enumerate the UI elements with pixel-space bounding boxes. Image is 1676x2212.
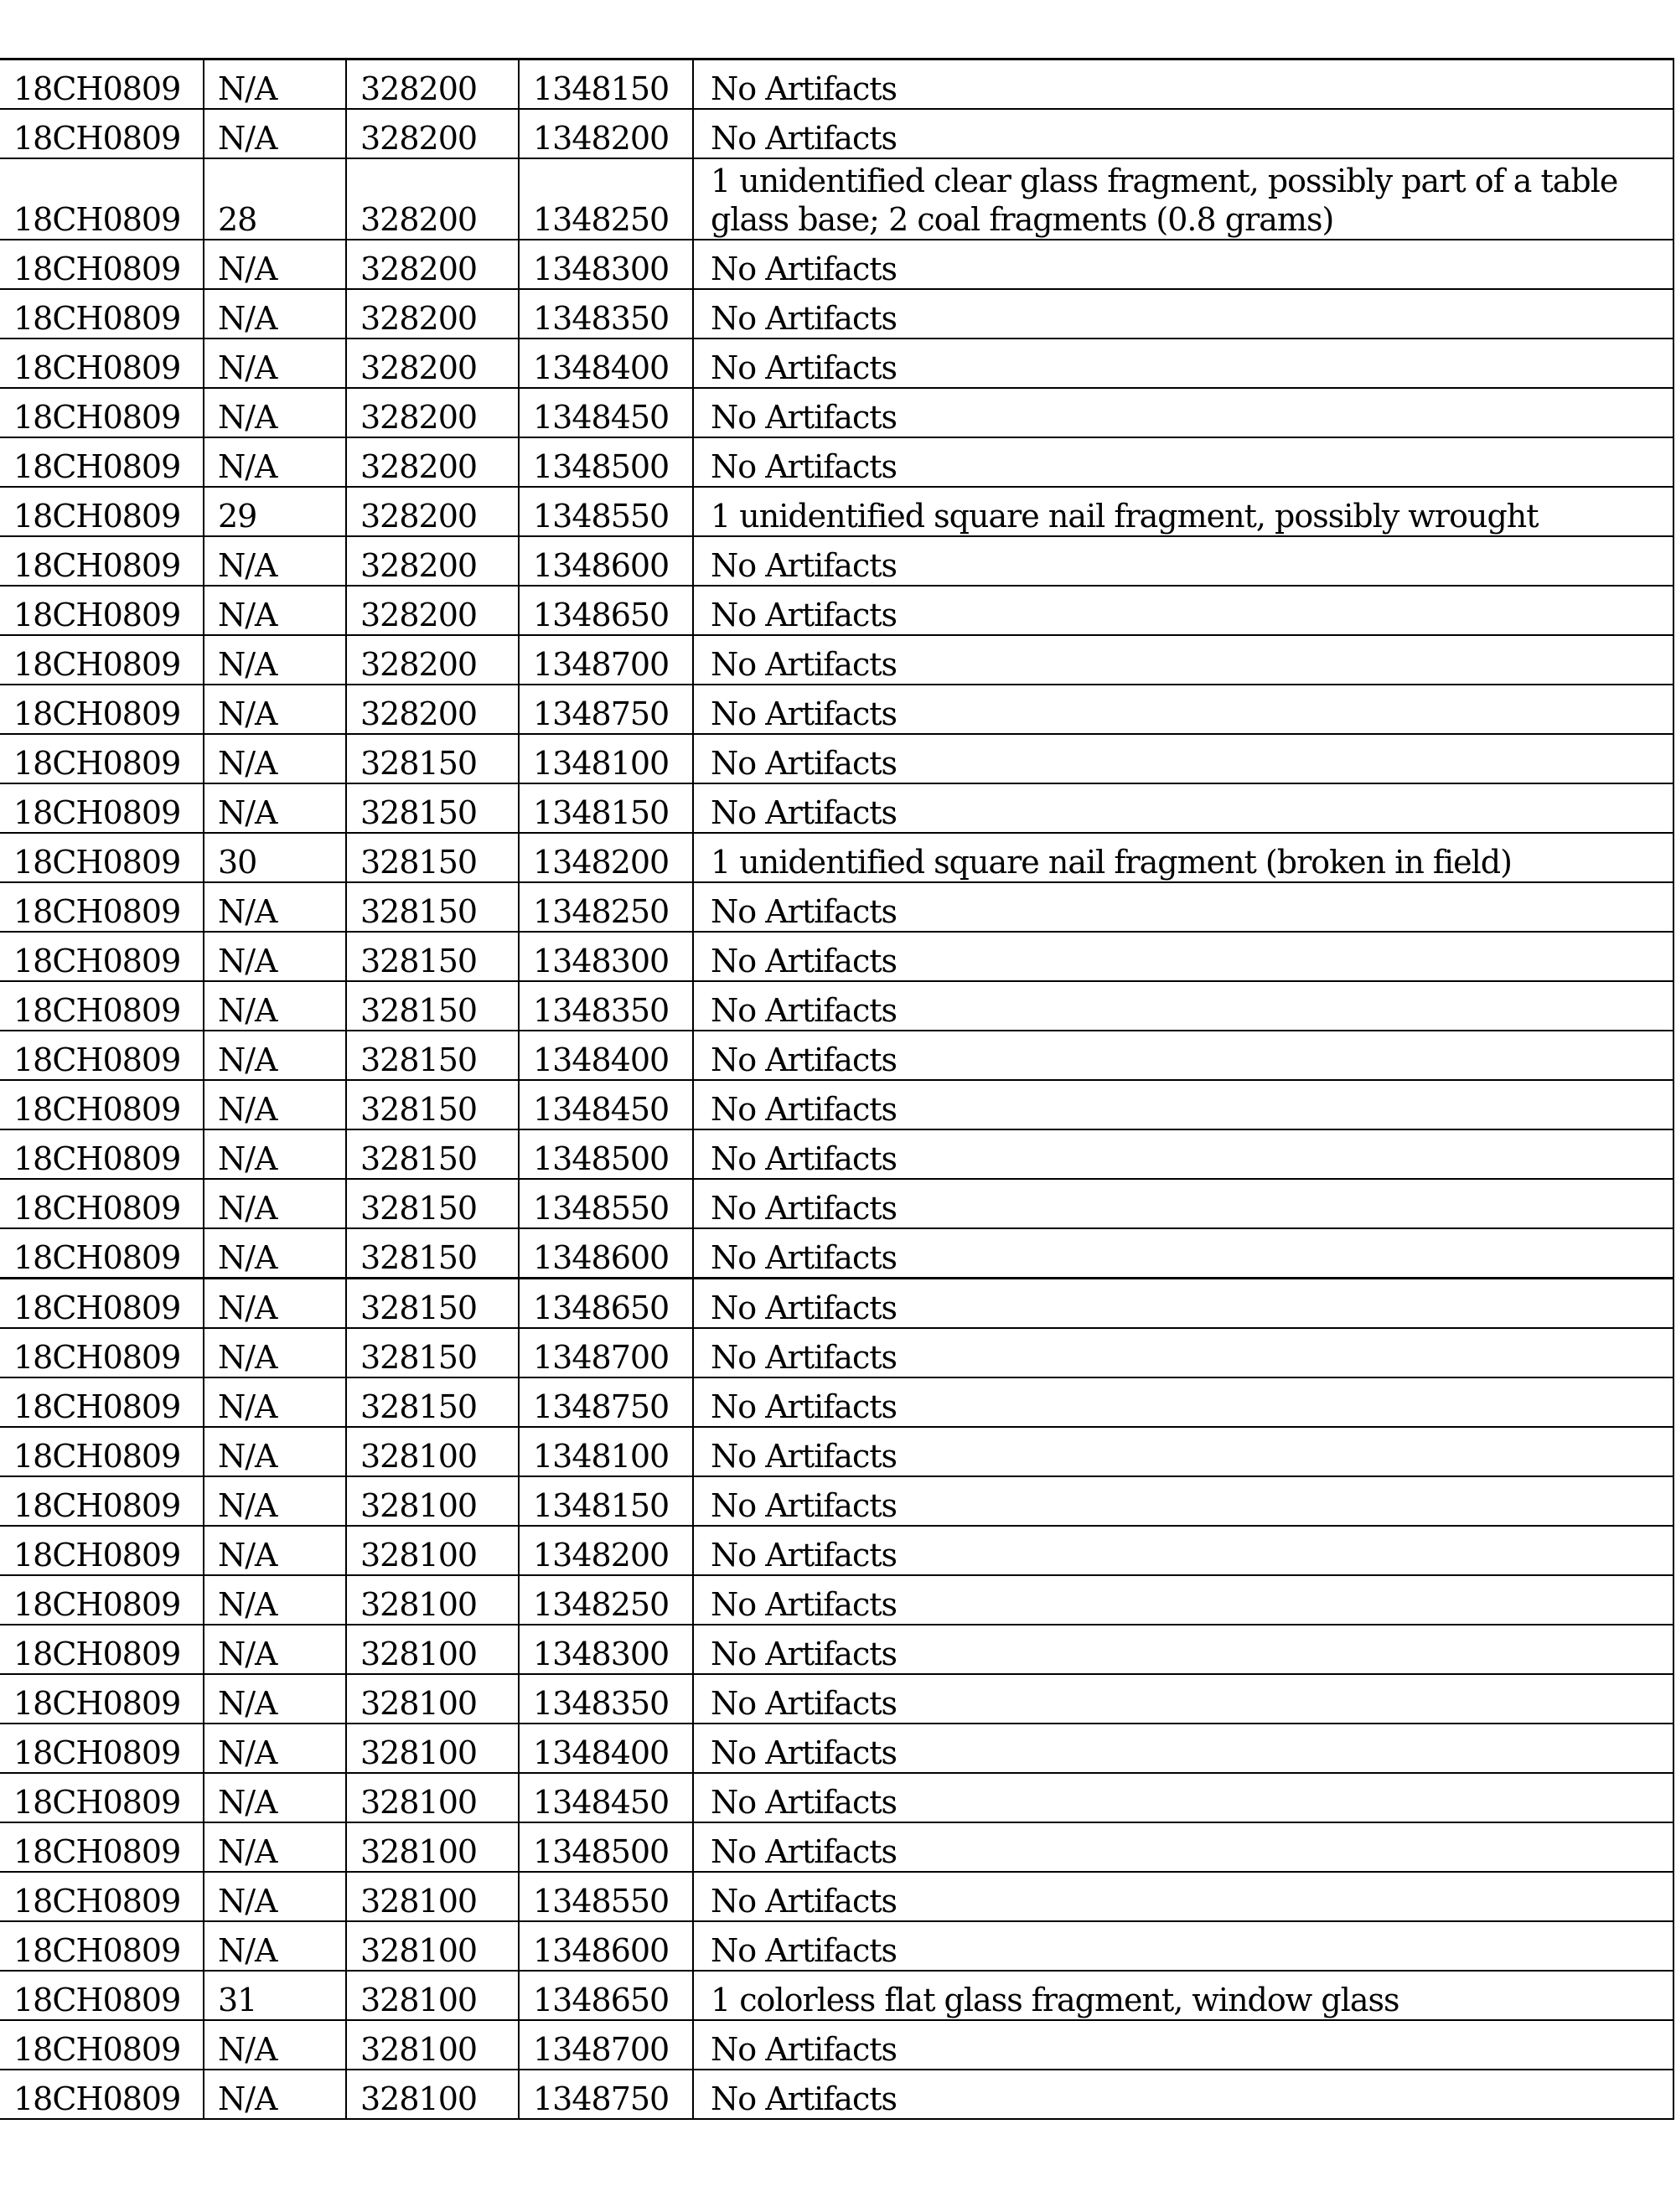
northing-cell: 1348600 (519, 1228, 693, 1279)
artifacts-cell: No Artifacts (693, 1129, 1673, 1179)
catalog-number-cell: N/A (204, 1872, 346, 1921)
table-row (0, 635, 1673, 685)
catalog-number-cell: N/A (204, 437, 346, 487)
artifacts-cell: No Artifacts (693, 1773, 1673, 1822)
table-row (0, 1228, 1673, 1279)
table-row (0, 109, 1673, 158)
easting-cell: 328150 (346, 1228, 519, 1279)
site-number-cell: 18CH0809 (0, 1129, 204, 1179)
table-row (0, 1328, 1673, 1377)
northing-cell: 1348350 (519, 1674, 693, 1724)
artifacts-cell: No Artifacts (693, 1228, 1673, 1279)
artifacts-cell: No Artifacts (693, 536, 1673, 586)
northing-cell: 1348400 (519, 1031, 693, 1080)
northing-cell: 1348100 (519, 734, 693, 783)
site-number-cell: 18CH0809 (0, 1526, 204, 1575)
site-number-cell: 18CH0809 (0, 1328, 204, 1377)
easting-cell: 328100 (346, 1724, 519, 1773)
northing-cell: 1348300 (519, 932, 693, 981)
site-number-cell: 18CH0809 (0, 1377, 204, 1427)
northing-cell: 1348550 (519, 1872, 693, 1921)
catalog-number-cell: N/A (204, 1279, 346, 1329)
site-number-cell: 18CH0809 (0, 932, 204, 981)
northing-cell: 1348300 (519, 240, 693, 289)
site-number-cell: 18CH0809 (0, 2020, 204, 2070)
northing-cell: 1348650 (519, 1971, 693, 2020)
site-number-cell: 18CH0809 (0, 1674, 204, 1724)
easting-cell: 328200 (346, 487, 519, 536)
site-number-cell: 18CH0809 (0, 388, 204, 437)
artifacts-cell: No Artifacts (693, 1279, 1673, 1329)
northing-cell: 1348600 (519, 536, 693, 586)
site-number-cell: 18CH0809 (0, 339, 204, 388)
artifacts-cell: No Artifacts (693, 388, 1673, 437)
table-row (0, 59, 1673, 110)
easting-cell: 328200 (346, 339, 519, 388)
northing-cell: 1348450 (519, 388, 693, 437)
site-number-cell: 18CH0809 (0, 734, 204, 783)
artifacts-cell: No Artifacts (693, 1080, 1673, 1129)
easting-cell: 328150 (346, 932, 519, 981)
artifacts-cell: No Artifacts (693, 1872, 1673, 1921)
site-number-cell: 18CH0809 (0, 289, 204, 339)
table-row (0, 1129, 1673, 1179)
artifacts-cell: No Artifacts (693, 1674, 1673, 1724)
table-row (0, 1773, 1673, 1822)
artifacts-cell: No Artifacts (693, 59, 1673, 110)
easting-cell: 328150 (346, 1328, 519, 1377)
site-number-cell: 18CH0809 (0, 487, 204, 536)
table-row (0, 1526, 1673, 1575)
catalog-number-cell: N/A (204, 388, 346, 437)
site-number-cell: 18CH0809 (0, 1031, 204, 1080)
catalog-number-cell: N/A (204, 1526, 346, 1575)
table-row (0, 1427, 1673, 1476)
table-row (0, 833, 1673, 882)
artifacts-cell: No Artifacts (693, 1625, 1673, 1674)
northing-cell: 1348750 (519, 2070, 693, 2119)
site-number-cell: 18CH0809 (0, 1279, 204, 1329)
catalog-number-cell: N/A (204, 1129, 346, 1179)
catalog-number-cell: N/A (204, 981, 346, 1031)
table-row (0, 1377, 1673, 1427)
catalog-number-cell: N/A (204, 783, 346, 833)
site-number-cell: 18CH0809 (0, 783, 204, 833)
artifacts-cell: No Artifacts (693, 1724, 1673, 1773)
site-number-cell: 18CH0809 (0, 1476, 204, 1526)
northing-cell: 1348600 (519, 1921, 693, 1971)
northing-cell: 1348700 (519, 1328, 693, 1377)
catalog-number-cell: N/A (204, 882, 346, 932)
table-row (0, 2020, 1673, 2070)
table-row (0, 1822, 1673, 1872)
artifacts-cell: No Artifacts (693, 1031, 1673, 1080)
artifacts-cell: 1 colorless flat glass fragment, window glass (693, 1971, 1673, 2020)
easting-cell: 328150 (346, 734, 519, 783)
table-row (0, 158, 1673, 240)
table-row (0, 1625, 1673, 1674)
table-row (0, 437, 1673, 487)
site-number-cell: 18CH0809 (0, 586, 204, 635)
northing-cell: 1348200 (519, 109, 693, 158)
easting-cell: 328150 (346, 981, 519, 1031)
artifacts-cell: 1 unidentified square nail fragment (broken in field) (693, 833, 1673, 882)
easting-cell: 328200 (346, 685, 519, 734)
easting-cell: 328150 (346, 1080, 519, 1129)
site-number-cell: 18CH0809 (0, 158, 204, 240)
easting-cell: 328100 (346, 1773, 519, 1822)
easting-cell: 328150 (346, 1279, 519, 1329)
catalog-number-cell: N/A (204, 1080, 346, 1129)
table-row (0, 1080, 1673, 1129)
artifact-table (0, 58, 1674, 2120)
easting-cell: 328150 (346, 833, 519, 882)
northing-cell: 1348150 (519, 59, 693, 110)
northing-cell: 1348300 (519, 1625, 693, 1674)
catalog-number-cell: N/A (204, 1031, 346, 1080)
table-row (0, 685, 1673, 734)
table-row (0, 1031, 1673, 1080)
easting-cell: 328150 (346, 1129, 519, 1179)
site-number-cell: 18CH0809 (0, 437, 204, 487)
easting-cell: 328100 (346, 1526, 519, 1575)
site-number-cell: 18CH0809 (0, 1773, 204, 1822)
site-number-cell: 18CH0809 (0, 685, 204, 734)
artifacts-cell: 1 unidentified clear glass fragment, possibly part of a table glass base; 2 coal fragments (0.8 grams) (693, 158, 1673, 240)
site-number-cell: 18CH0809 (0, 1921, 204, 1971)
artifacts-cell: No Artifacts (693, 734, 1673, 783)
artifacts-cell: No Artifacts (693, 1476, 1673, 1526)
site-number-cell: 18CH0809 (0, 1872, 204, 1921)
catalog-number-cell: N/A (204, 1328, 346, 1377)
artifacts-cell: No Artifacts (693, 240, 1673, 289)
easting-cell: 328100 (346, 1872, 519, 1921)
table-row (0, 240, 1673, 289)
artifacts-cell: No Artifacts (693, 783, 1673, 833)
table-row (0, 536, 1673, 586)
catalog-number-cell: N/A (204, 1921, 346, 1971)
northing-cell: 1348400 (519, 1724, 693, 1773)
easting-cell: 328200 (346, 437, 519, 487)
catalog-number-cell: N/A (204, 2020, 346, 2070)
artifacts-cell: No Artifacts (693, 685, 1673, 734)
northing-cell: 1348350 (519, 981, 693, 1031)
northing-cell: 1348650 (519, 586, 693, 635)
artifacts-cell: No Artifacts (693, 1526, 1673, 1575)
artifacts-cell: No Artifacts (693, 1921, 1673, 1971)
table-row (0, 1971, 1673, 2020)
site-number-cell: 18CH0809 (0, 1724, 204, 1773)
catalog-number-cell: 29 (204, 487, 346, 536)
artifacts-cell: No Artifacts (693, 339, 1673, 388)
catalog-number-cell: N/A (204, 685, 346, 734)
site-number-cell: 18CH0809 (0, 833, 204, 882)
easting-cell: 328100 (346, 1971, 519, 2020)
artifacts-cell: No Artifacts (693, 2020, 1673, 2070)
artifacts-cell: No Artifacts (693, 586, 1673, 635)
artifacts-cell: No Artifacts (693, 1822, 1673, 1872)
northing-cell: 1348500 (519, 437, 693, 487)
site-number-cell: 18CH0809 (0, 882, 204, 932)
table-row (0, 734, 1673, 783)
easting-cell: 328200 (346, 536, 519, 586)
easting-cell: 328150 (346, 1377, 519, 1427)
northing-cell: 1348700 (519, 2020, 693, 2070)
northing-cell: 1348650 (519, 1279, 693, 1329)
catalog-number-cell: N/A (204, 59, 346, 110)
table-row (0, 339, 1673, 388)
site-number-cell: 18CH0809 (0, 981, 204, 1031)
artifacts-cell: No Artifacts (693, 882, 1673, 932)
artifacts-cell: No Artifacts (693, 2070, 1673, 2119)
site-number-cell: 18CH0809 (0, 1971, 204, 2020)
northing-cell: 1348150 (519, 783, 693, 833)
easting-cell: 328200 (346, 388, 519, 437)
artifacts-cell: No Artifacts (693, 635, 1673, 685)
northing-cell: 1348750 (519, 685, 693, 734)
catalog-number-cell: N/A (204, 289, 346, 339)
northing-cell: 1348350 (519, 289, 693, 339)
site-number-cell: 18CH0809 (0, 1179, 204, 1228)
easting-cell: 328100 (346, 1822, 519, 1872)
easting-cell: 328150 (346, 1031, 519, 1080)
northing-cell: 1348750 (519, 1377, 693, 1427)
easting-cell: 328200 (346, 635, 519, 685)
catalog-number-cell: N/A (204, 339, 346, 388)
artifacts-cell: No Artifacts (693, 932, 1673, 981)
artifacts-cell: No Artifacts (693, 437, 1673, 487)
table-row (0, 1179, 1673, 1228)
northing-cell: 1348250 (519, 882, 693, 932)
table-row (0, 1724, 1673, 1773)
artifact-table-body (0, 59, 1673, 2120)
catalog-number-cell: N/A (204, 1179, 346, 1228)
easting-cell: 328150 (346, 1179, 519, 1228)
table-row (0, 783, 1673, 833)
catalog-number-cell: 31 (204, 1971, 346, 2020)
table-row (0, 1872, 1673, 1921)
easting-cell: 328100 (346, 1476, 519, 1526)
catalog-number-cell: N/A (204, 1674, 346, 1724)
artifacts-cell: No Artifacts (693, 1328, 1673, 1377)
table-row (0, 388, 1673, 437)
easting-cell: 328100 (346, 1674, 519, 1724)
northing-cell: 1348400 (519, 339, 693, 388)
artifacts-cell: No Artifacts (693, 1179, 1673, 1228)
catalog-number-cell: 28 (204, 158, 346, 240)
catalog-number-cell: N/A (204, 586, 346, 635)
catalog-number-cell: 30 (204, 833, 346, 882)
northing-cell: 1348200 (519, 833, 693, 882)
catalog-number-cell: N/A (204, 1476, 346, 1526)
site-number-cell: 18CH0809 (0, 109, 204, 158)
table-row (0, 882, 1673, 932)
easting-cell: 328200 (346, 109, 519, 158)
easting-cell: 328100 (346, 1575, 519, 1625)
catalog-number-cell: N/A (204, 1724, 346, 1773)
catalog-number-cell: N/A (204, 635, 346, 685)
site-number-cell: 18CH0809 (0, 536, 204, 586)
table-row (0, 2070, 1673, 2119)
northing-cell: 1348500 (519, 1822, 693, 1872)
catalog-number-cell: N/A (204, 1773, 346, 1822)
artifacts-cell: No Artifacts (693, 289, 1673, 339)
northing-cell: 1348200 (519, 1526, 693, 1575)
table-row (0, 586, 1673, 635)
northing-cell: 1348150 (519, 1476, 693, 1526)
site-number-cell: 18CH0809 (0, 2070, 204, 2119)
easting-cell: 328100 (346, 1921, 519, 1971)
easting-cell: 328200 (346, 586, 519, 635)
catalog-number-cell: N/A (204, 1822, 346, 1872)
easting-cell: 328100 (346, 1427, 519, 1476)
northing-cell: 1348550 (519, 487, 693, 536)
table-row (0, 932, 1673, 981)
catalog-number-cell: N/A (204, 240, 346, 289)
site-number-cell: 18CH0809 (0, 240, 204, 289)
site-number-cell: 18CH0809 (0, 1080, 204, 1129)
northing-cell: 1348450 (519, 1773, 693, 1822)
easting-cell: 328100 (346, 2070, 519, 2119)
site-number-cell: 18CH0809 (0, 1427, 204, 1476)
northing-cell: 1348500 (519, 1129, 693, 1179)
easting-cell: 328150 (346, 783, 519, 833)
artifacts-cell: No Artifacts (693, 109, 1673, 158)
artifacts-cell: No Artifacts (693, 1575, 1673, 1625)
site-number-cell: 18CH0809 (0, 1625, 204, 1674)
catalog-number-cell: N/A (204, 1625, 346, 1674)
site-number-cell: 18CH0809 (0, 1822, 204, 1872)
table-row (0, 1575, 1673, 1625)
catalog-number-cell: N/A (204, 1427, 346, 1476)
easting-cell: 328200 (346, 59, 519, 110)
catalog-number-cell: N/A (204, 734, 346, 783)
site-number-cell: 18CH0809 (0, 635, 204, 685)
easting-cell: 328200 (346, 158, 519, 240)
easting-cell: 328100 (346, 1625, 519, 1674)
artifacts-cell: No Artifacts (693, 1377, 1673, 1427)
artifacts-cell: No Artifacts (693, 981, 1673, 1031)
artifacts-cell: No Artifacts (693, 1427, 1673, 1476)
northing-cell: 1348700 (519, 635, 693, 685)
northing-cell: 1348250 (519, 1575, 693, 1625)
artifacts-cell: 1 unidentified square nail fragment, possibly wrought (693, 487, 1673, 536)
catalog-number-cell: N/A (204, 1228, 346, 1279)
table-row (0, 1921, 1673, 1971)
northing-cell: 1348450 (519, 1080, 693, 1129)
site-number-cell: 18CH0809 (0, 59, 204, 110)
northing-cell: 1348100 (519, 1427, 693, 1476)
catalog-number-cell: N/A (204, 1377, 346, 1427)
table-row (0, 289, 1673, 339)
easting-cell: 328150 (346, 882, 519, 932)
catalog-number-cell: N/A (204, 109, 346, 158)
northing-cell: 1348550 (519, 1179, 693, 1228)
table-row (0, 981, 1673, 1031)
table-row (0, 1279, 1673, 1329)
site-number-cell: 18CH0809 (0, 1228, 204, 1279)
easting-cell: 328100 (346, 2020, 519, 2070)
easting-cell: 328200 (346, 289, 519, 339)
table-row (0, 1674, 1673, 1724)
northing-cell: 1348250 (519, 158, 693, 240)
site-number-cell: 18CH0809 (0, 1575, 204, 1625)
catalog-number-cell: N/A (204, 536, 346, 586)
catalog-number-cell: N/A (204, 1575, 346, 1625)
table-row (0, 487, 1673, 536)
easting-cell: 328200 (346, 240, 519, 289)
table-row (0, 1476, 1673, 1526)
catalog-number-cell: N/A (204, 932, 346, 981)
catalog-number-cell: N/A (204, 2070, 346, 2119)
